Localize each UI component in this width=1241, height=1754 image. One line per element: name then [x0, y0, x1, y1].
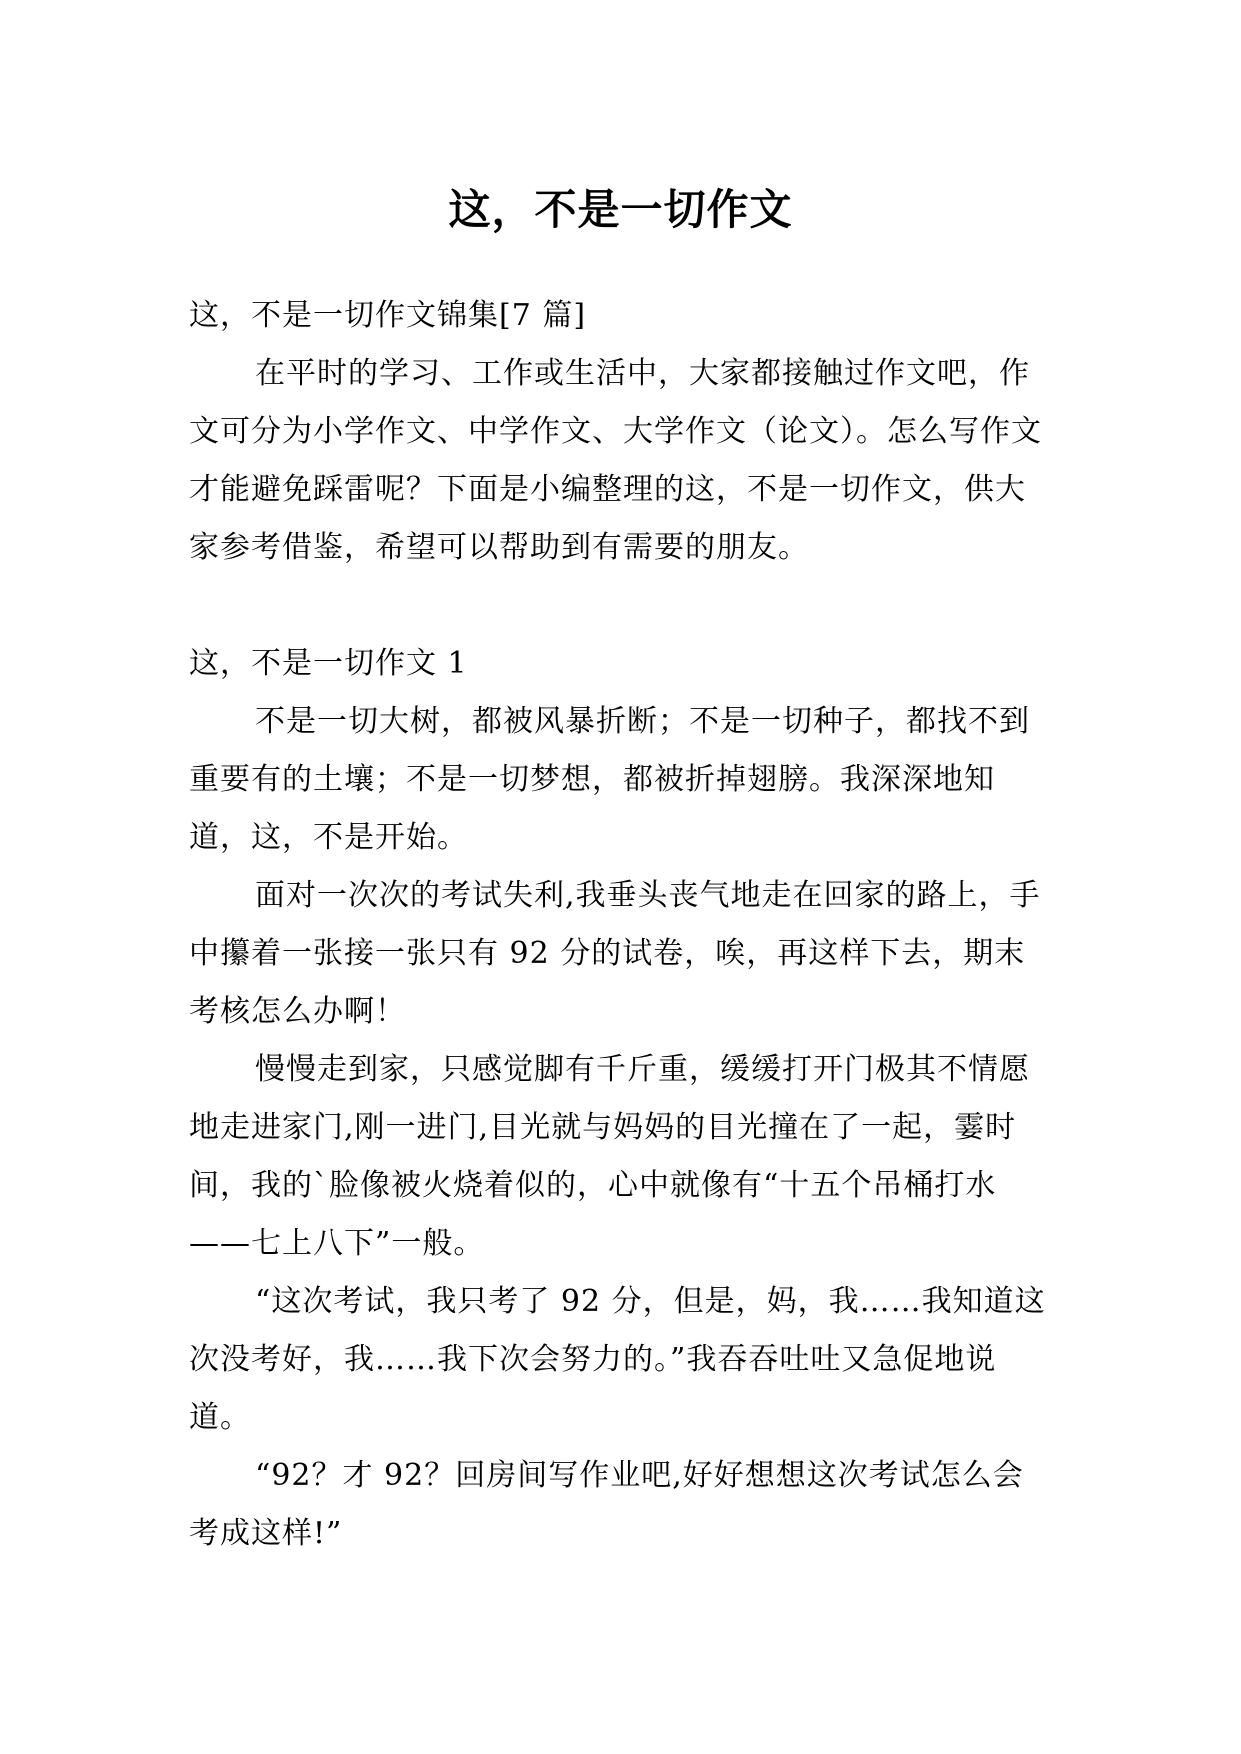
body-paragraph: “92？才 92？回房间写作业吧,好好想想这次考试怎么会考成这样!”: [189, 1458, 1024, 1551]
document-body: [189, 287, 1053, 1563]
body-paragraph: 慢慢走到家，只感觉脚有千斤重，缓缓打开门极其不情愿地走进家门,刚一进门,目光就与妈妈的目光撞在了一起，霎时间，我的`脸像被火烧着似的，心中就像有“十五个吊桶打水——七上八下”一般。: [189, 1052, 1030, 1261]
collection-subtitle: 这，不是一切作文锦集[7 篇]: [189, 298, 587, 333]
body-paragraph: 面对一次次的考试失利,我垂头丧气地走在回家的路上，手中攥着一张接一张只有 92 分的试卷，唉，再这样下去，期末考核怎么办啊！: [189, 878, 1041, 1029]
body-paragraph: 不是一切大树，都被风暴折断；不是一切种子，都找不到重要有的土壤；不是一切梦想，都被折掉翅膀。我深深地知道，这，不是开始。: [189, 704, 1030, 855]
intro-paragraph: 在平时的学习、工作或生活中，大家都接触过作文吧，作文可分为小学作文、中学作文、大学作文（论文）。怎么写作文才能避免踩雷呢？下面是小编整理的这，不是一切作文，供大家参考借鉴，希望可以帮助到有需要的朋友。: [189, 356, 1042, 565]
document-title: 这，不是一切作文: [448, 185, 793, 235]
section-heading: 这，不是一切作文 1: [189, 646, 468, 681]
body-paragraph: “这次考试，我只考了 92 分，但是，妈，我……我知道这次没考好，我……我下次会努力的。”我吞吞吐吐又急促地说道。: [189, 1284, 1046, 1435]
